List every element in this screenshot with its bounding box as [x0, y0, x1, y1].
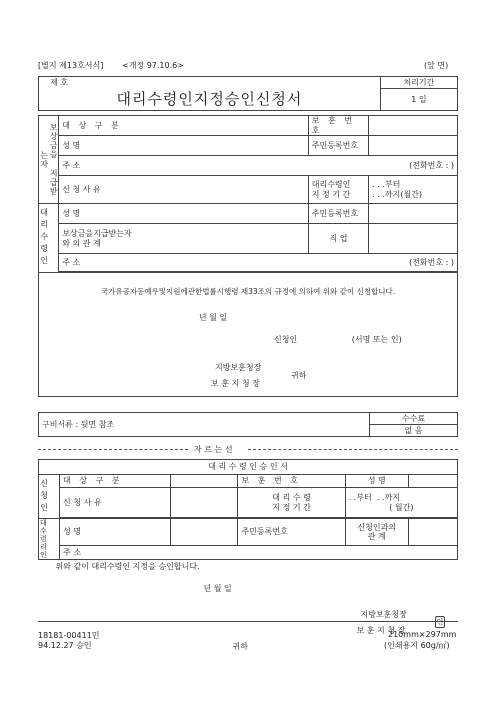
approval-office-1: 지방보훈청장: [360, 610, 407, 619]
footer-paper: (인쇄용지 60g/㎡): [384, 641, 450, 650]
recipient-address-row[interactable]: 주 소 (전화번호 : ): [59, 156, 458, 176]
cut-line: [38, 444, 458, 454]
designation-period-label: 대리수령인 지 정 기 간: [308, 176, 368, 204]
agent-phone-label: (전화번호 : ): [409, 257, 454, 267]
agent-address-row[interactable]: 주 소 (전화번호 : ): [59, 254, 458, 272]
approval-reason-value[interactable]: [171, 488, 238, 518]
form-number-cell: 제 호: [39, 77, 381, 89]
approval-target-type-label: 대 상 구 분: [60, 475, 171, 488]
processing-period-label: 처리기간: [380, 77, 457, 89]
agent-name-label: 성 명: [59, 204, 309, 224]
approval-veteran-no-label: 보 훈 번 호: [238, 475, 345, 488]
approval-address-row[interactable]: 주 소: [60, 546, 458, 560]
agent-relation-label: 보상금을지급받는자 와 의 관 계: [59, 224, 309, 254]
title-block: [38, 76, 458, 111]
recipient-rrn-label: 주민등록번호: [308, 136, 368, 156]
office-name-1: 지방보훈청장: [215, 363, 262, 373]
approval-addressee: 귀하: [232, 642, 248, 651]
declaration-area: [39, 273, 458, 397]
designation-period-value[interactable]: . . .부터 . . .까지(월간): [369, 176, 458, 204]
cut-line-label: 자 르 는 선: [194, 445, 233, 454]
revision-note: <개정 97.10.6>: [122, 61, 184, 70]
documents-fee: [38, 412, 458, 437]
document-title: 대리수령인지정승인신청서: [39, 89, 381, 111]
recipient-name-label: 성 명: [59, 136, 309, 156]
agent-job-label: 직 업: [308, 224, 368, 254]
recipient-section-label: 보상금을 지급받는자: [39, 116, 59, 204]
signature-label: (서명 또는 인): [351, 334, 402, 344]
recipient-rrn-value[interactable]: [369, 136, 458, 156]
approval-date: 년 월 일: [203, 583, 232, 593]
veteran-no-value[interactable]: [369, 116, 458, 136]
agent-section-label: 대리수령인: [39, 204, 59, 273]
seal-mark: 인: [435, 616, 446, 628]
target-type-label: 대 상 구 분: [59, 116, 217, 136]
fee-value: 없 음: [369, 425, 457, 437]
approval-agent-name-value[interactable]: [171, 519, 238, 546]
target-type-value[interactable]: [217, 116, 308, 136]
approval-office-2: 보 훈 지 청 장: [356, 626, 406, 635]
declaration-text: 국가유공자등예우및지원에관한법률시행령 제33조의 규정에 의하여 위와 같이 신청합니다.: [100, 287, 396, 297]
approval-agent-label: 대수령리인: [39, 519, 60, 560]
approval-applicant-label: 신청인: [39, 475, 60, 519]
approval-period-label: 대 리 수 령 지 정 기 간: [238, 488, 345, 518]
approval-text: 위와 같이 대리수령인 지정을 승인합니다.: [55, 562, 200, 571]
addressee-label: 귀하: [291, 371, 307, 381]
approval-relation-value[interactable]: [408, 519, 457, 546]
footer-approved: 94.12.27 승인: [38, 641, 92, 650]
recipient-phone-label: (전화번호 : ): [409, 160, 454, 170]
approval-name-label: 성 명: [345, 475, 408, 488]
footer-code: 18181-00411민: [38, 631, 100, 640]
required-documents: 구비서류 : 뒷면 참조: [39, 413, 370, 437]
reason-label: 신 청 사 유: [59, 176, 309, 204]
office-name-2: 보 훈 지 청 장: [211, 379, 260, 389]
veteran-no-label: 보 훈 번 호: [308, 116, 368, 136]
approval-period-value[interactable]: . .부터 . .까지 ( 월간): [345, 488, 457, 518]
approval-title: 대 리 수 령 인 승 인 서: [39, 460, 458, 475]
approval-target-type-value[interactable]: [171, 475, 238, 488]
approval-reason-label: 신 청 사 유: [60, 488, 171, 518]
fee-label: 수수료: [369, 413, 457, 425]
declaration-date: 년 월 일: [198, 313, 228, 323]
page-side: (앞 면): [424, 61, 449, 70]
approval-agent-name-label: 성 명: [60, 519, 171, 546]
agent-job-value[interactable]: [369, 224, 458, 254]
approval-name-value[interactable]: [408, 475, 457, 488]
application-form: [38, 115, 458, 397]
footer-size: 210mm×297mm: [388, 630, 457, 639]
agent-rrn-value[interactable]: [369, 204, 458, 224]
agent-rrn-label: 주민등록번호: [308, 204, 368, 224]
processing-period-value: 1 일: [380, 89, 457, 111]
bottom-rule: [38, 621, 458, 622]
approval-relation-label: 신청인과의 관 계: [345, 519, 408, 546]
form-number: [별지 제13호서식]: [38, 61, 104, 70]
applicant-label: 신청인: [274, 334, 298, 344]
approval-agent-rrn-label: 주민등록번호: [238, 519, 345, 546]
